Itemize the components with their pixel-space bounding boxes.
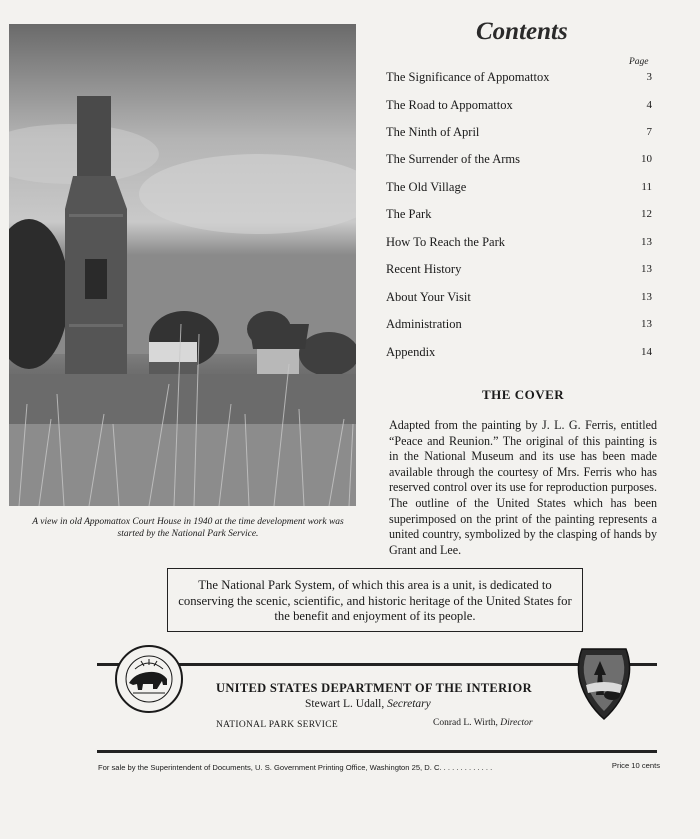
department-name: UNITED STATES DEPARTMENT OF THE INTERIOR xyxy=(216,681,532,695)
photo-caption: A view in old Appomattox Court House in 1940 at the time development work was started by the National Park Service. xyxy=(32,517,344,539)
toc-item-label: The Park xyxy=(386,207,432,221)
toc-item-page: 13 xyxy=(641,263,652,275)
footer xyxy=(98,763,660,772)
director-title: Director xyxy=(500,718,533,728)
bottom-rule xyxy=(97,750,657,753)
toc-item-label: The Surrender of the Arms xyxy=(386,152,520,166)
toc-item-page: 11 xyxy=(641,181,652,193)
toc-item-page: 13 xyxy=(641,318,652,330)
toc-item-page: 14 xyxy=(641,346,652,358)
page-column-header: Page xyxy=(629,57,649,67)
nps-arrowhead-icon xyxy=(574,645,634,721)
toc-item-label: How To Reach the Park xyxy=(386,235,506,249)
toc-item[interactable] xyxy=(386,177,654,197)
contents-title: Contents xyxy=(476,18,568,45)
toc-item-page: 13 xyxy=(641,236,652,248)
appomattox-photo xyxy=(9,24,356,506)
toc-item-page: 4 xyxy=(646,99,652,111)
toc-item-page: 7 xyxy=(646,126,652,138)
toc-item[interactable] xyxy=(386,342,654,362)
toc-item-page: 10 xyxy=(641,153,652,165)
toc-item-label: The Old Village xyxy=(386,180,467,194)
toc-item-label: Administration xyxy=(386,317,462,331)
toc-item[interactable] xyxy=(386,259,654,279)
toc-item-label: The Significance of Appomattox xyxy=(386,70,550,84)
toc-item-page: 3 xyxy=(646,71,652,83)
toc-item[interactable] xyxy=(386,67,654,87)
cover-heading: THE COVER xyxy=(482,387,565,402)
toc-item[interactable] xyxy=(386,95,654,115)
interior-seal-icon xyxy=(115,645,183,713)
director-name: Conrad L. Wirth, xyxy=(433,718,498,728)
nps-statement-box xyxy=(167,568,583,632)
toc-item-page: 13 xyxy=(641,291,652,303)
nps-label: NATIONAL PARK SERVICE xyxy=(216,720,339,730)
toc-item[interactable] xyxy=(386,232,654,252)
toc-item[interactable] xyxy=(386,287,654,307)
toc-item-label: About Your Visit xyxy=(386,290,471,304)
secretary-title: Secretary xyxy=(387,698,431,710)
toc-item-label: The Road to Appomattox xyxy=(386,98,513,112)
toc-item-page: 12 xyxy=(641,208,652,220)
sale-notice: For sale by the Superintendent of Documents, U. S. Government Printing Office, Washington 25, D. C. . . . . . . . . . . . . xyxy=(98,763,493,772)
toc-item-label: The Ninth of April xyxy=(386,125,480,139)
secretary-line xyxy=(305,698,431,710)
secretary-name: Stewart L. Udall, xyxy=(305,698,385,710)
nps-statement: The National Park System, of which this area is a unit, is dedicated to conserving the scenic, scientific, and historic heritage of the United States for the benefit and enjoyment of its people. xyxy=(178,578,572,623)
price: Price 10 cents xyxy=(611,761,660,770)
cover-description: Adapted from the painting by J. L. G. Ferris, entitled “Peace and Reunion.” The original of this painting is in the National Museum and its use has been made available through the courtesy of Mrs. Ferris who has reserved control over its use for reproduction purposes. The outline of the United States which has been superimposed on the print of the painting represents a united country, symbolized by the clasping of hands by Grant and Lee. xyxy=(389,418,657,557)
toc-item-label: Appendix xyxy=(386,345,436,359)
toc-item[interactable] xyxy=(386,314,654,334)
toc-item[interactable] xyxy=(386,149,654,169)
director-line xyxy=(433,718,533,728)
toc-item[interactable] xyxy=(386,122,654,142)
toc-item-label: Recent History xyxy=(386,262,462,276)
toc-item[interactable] xyxy=(386,204,654,224)
